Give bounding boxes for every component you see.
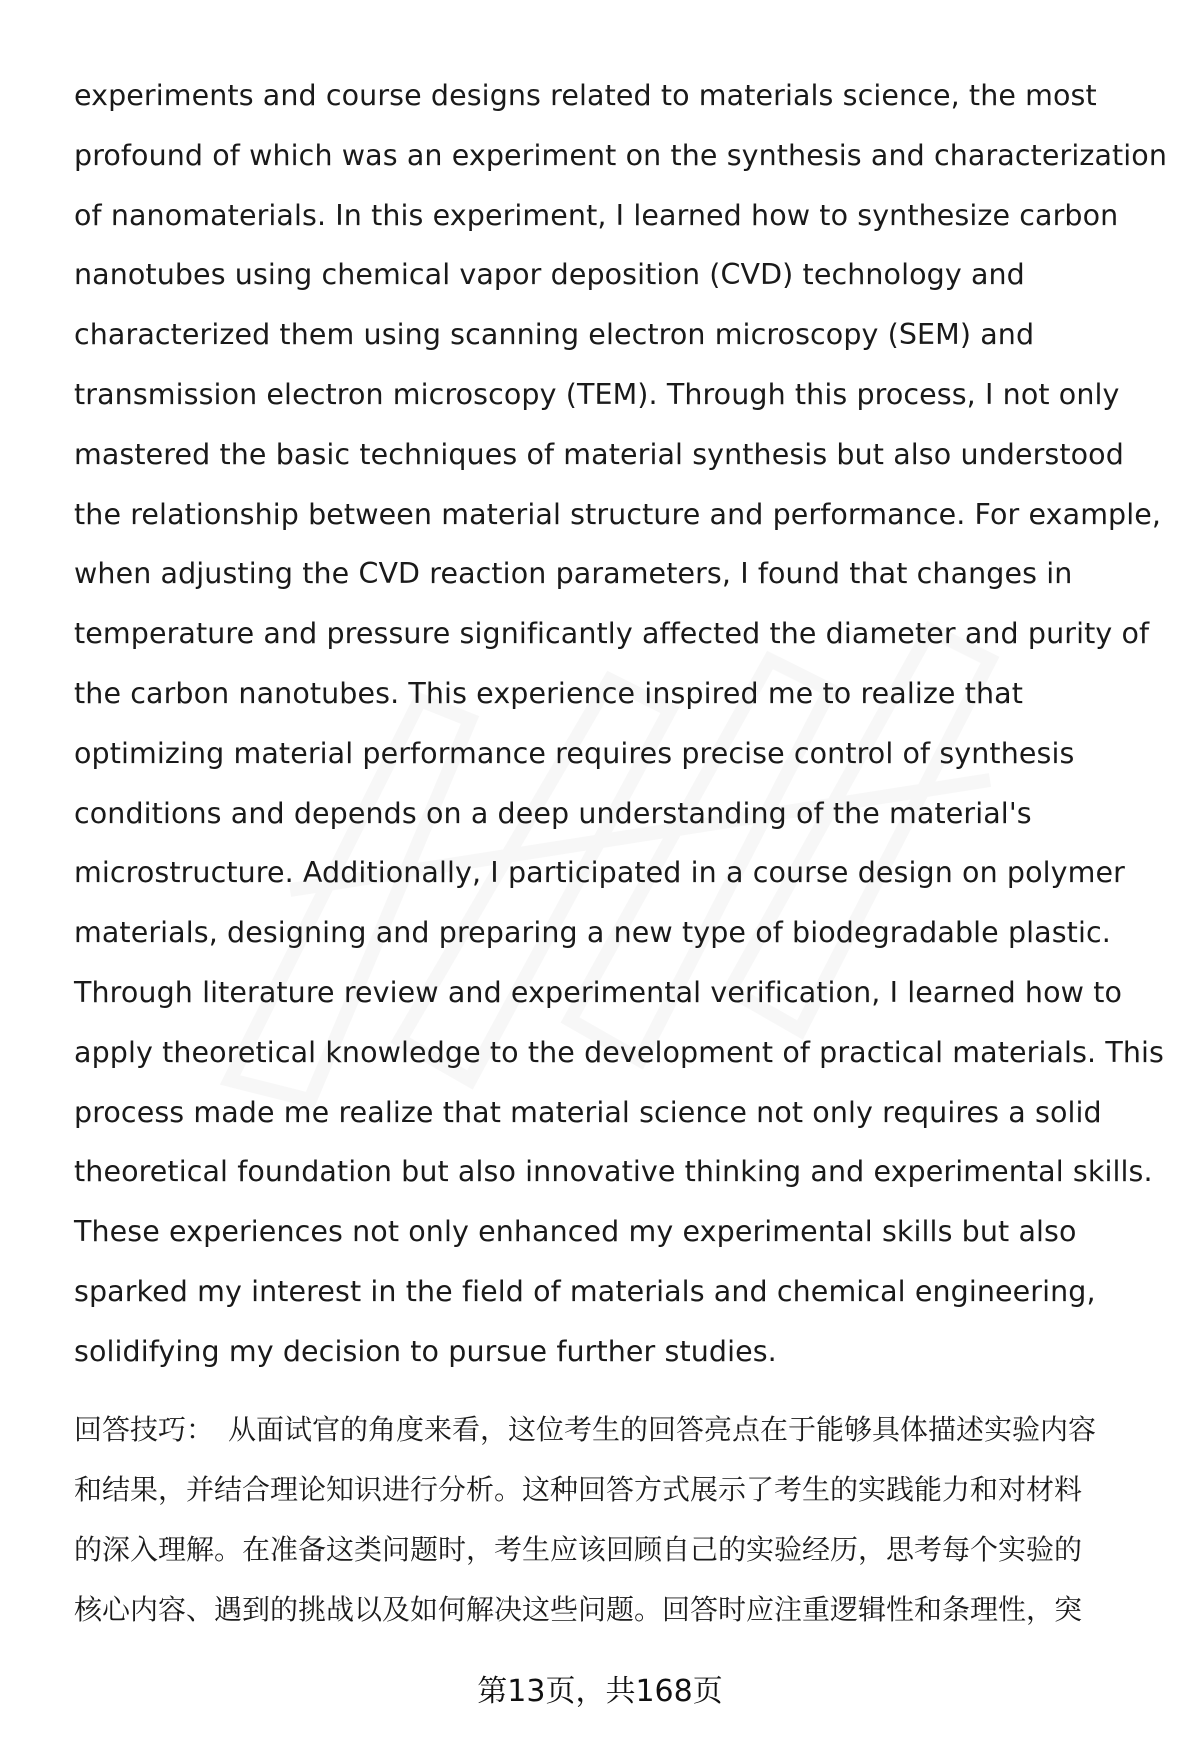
body-line: nanotubes using chemical vapor deposition (CVD) technology and — [74, 258, 1025, 292]
tips-label: 回答技巧： — [74, 1413, 215, 1446]
body-line: mastered the basic techniques of material synthesis but also understood — [74, 437, 1124, 471]
body-line: solidifying my decision to pursue further studies. — [74, 1334, 777, 1368]
body-line: transmission electron microscopy (TEM). Through this process, I not only — [74, 377, 1120, 411]
answer-tips-section — [74, 1400, 1164, 1640]
body-line: process made me realize that material science not only requires a solid — [74, 1095, 1102, 1129]
body-line: microstructure. Additionally, I participated in a course design on polymer — [74, 856, 1125, 890]
body-line: optimizing material performance requires precise control of synthesis — [74, 736, 1075, 770]
body-line: temperature and pressure significantly affected the diameter and purity of — [74, 617, 1150, 651]
body-line: These experiences not only enhanced my experimental skills but also — [74, 1215, 1077, 1249]
body-line: materials, designing and preparing a new type of biodegradable plastic. — [74, 916, 1111, 950]
body-line: the carbon nanotubes. This experience inspired me to realize that — [74, 676, 1024, 710]
tips-line: 核心内容、遇到的挑战以及如何解决这些问题。回答时应注重逻辑性和条理性，突 — [74, 1593, 1083, 1626]
tips-line-text: 从面试官的角度来看，这位考生的回答亮点在于能够具体描述实验内容 — [228, 1413, 1097, 1446]
body-line: sparked my interest in the field of materials and chemical engineering, — [74, 1274, 1096, 1308]
tips-line: 和结果，并结合理论知识进行分析。这种回答方式展示了考生的实践能力和对材料 — [74, 1473, 1083, 1506]
body-line: characterized them using scanning electron microscopy (SEM) and — [74, 318, 1035, 352]
body-line: Through literature review and experimental verification, I learned how to — [74, 975, 1123, 1009]
page-number: 第13页，共168页 — [477, 1674, 723, 1709]
body-line: apply theoretical knowledge to the development of practical materials. This — [74, 1035, 1164, 1069]
body-line: profound of which was an experiment on the synthesis and characterization — [74, 138, 1167, 172]
tips-line: 的深入理解。在准备这类问题时，考生应该回顾自己的实验经历，思考每个实验的 — [74, 1533, 1083, 1566]
body-paragraph — [74, 66, 1167, 1382]
body-line: theoretical foundation but also innovative thinking and experimental skills. — [74, 1155, 1153, 1189]
tips-line — [74, 1400, 1164, 1460]
body-line: conditions and depends on a deep understanding of the material's — [74, 796, 1032, 830]
body-line: when adjusting the CVD reaction parameters, I found that changes in — [74, 557, 1073, 591]
body-line: experiments and course designs related to materials science, the most — [74, 79, 1097, 112]
body-line: of nanomaterials. In this experiment, I learned how to synthesize carbon — [74, 198, 1119, 232]
body-line: the relationship between material structure and performance. For example, — [74, 497, 1162, 531]
